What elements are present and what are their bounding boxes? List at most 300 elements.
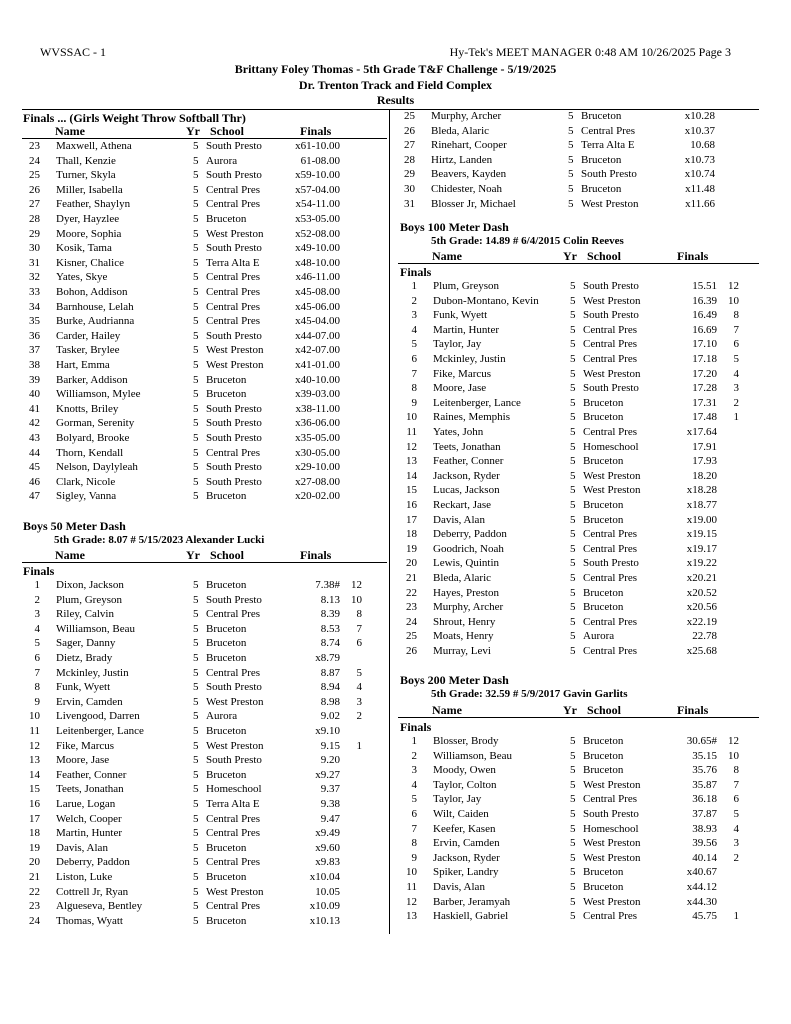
school: South Presto (581, 168, 637, 181)
athlete-name: Carder, Hailey (56, 329, 121, 342)
points: 5 (733, 353, 739, 365)
athlete-name: Plum, Greyson (433, 280, 499, 292)
athlete-name: Goodrich, Noah (433, 542, 504, 555)
mark: x40-10.00 (295, 373, 340, 386)
points: 2 (733, 851, 739, 864)
mark: x59-10.00 (295, 169, 340, 182)
place: 29 (29, 227, 40, 240)
points: 8 (733, 764, 739, 777)
place: 11 (406, 426, 417, 438)
mark: x45-06.00 (295, 300, 340, 313)
mark: x29-10.00 (295, 461, 340, 474)
place: 8 (34, 681, 40, 694)
grade: 5 (193, 812, 199, 825)
place: 1 (411, 735, 417, 747)
school: Central Pres (583, 542, 638, 555)
header-rule (22, 562, 387, 563)
result-row (395, 527, 755, 541)
grade: 5 (193, 315, 199, 328)
place: 8 (411, 382, 417, 395)
place: 27 (404, 139, 415, 152)
grade: 5 (570, 353, 576, 365)
result-row (395, 807, 755, 821)
header-rule (398, 263, 759, 264)
points: 7 (356, 622, 362, 635)
school: Bruceton (583, 764, 624, 777)
mark: x10.74 (684, 168, 715, 181)
school: Central Pres (206, 300, 261, 313)
mark: 17.10 (692, 338, 717, 351)
place: 11 (29, 725, 40, 737)
result-row (18, 154, 378, 168)
grade: 5 (193, 739, 199, 752)
points: 7 (733, 323, 739, 336)
result-row (18, 241, 378, 255)
result-row (395, 425, 755, 439)
athlete-name: Turner, Skyla (56, 169, 116, 182)
column-header-finals: Finals (300, 548, 332, 562)
result-row (395, 352, 755, 366)
place: 23 (29, 900, 40, 913)
grade: 5 (570, 808, 576, 820)
place: 19 (29, 841, 40, 854)
school: Central Pres (206, 198, 261, 211)
result-row (18, 797, 378, 811)
mark: 9.15 (320, 739, 340, 752)
result-row (18, 709, 378, 723)
grade: 5 (193, 388, 199, 401)
points: 3 (733, 382, 739, 395)
event-title: Boys 200 Meter Dash (400, 673, 509, 687)
column-header-school: School (587, 249, 622, 263)
place: 33 (29, 286, 40, 298)
grade: 5 (193, 783, 199, 796)
athlete-name: Larue, Logan (56, 798, 116, 810)
grade: 5 (568, 139, 574, 152)
grade: 5 (193, 286, 199, 298)
place: 2 (411, 294, 417, 307)
venue-title: Dr. Trenton Track and Field Complex (298, 78, 493, 92)
grade: 5 (570, 601, 576, 614)
grade: 5 (570, 455, 576, 468)
result-row (395, 629, 755, 643)
mark: 35.87 (692, 778, 717, 791)
athlete-name: Barker, Addison (56, 373, 128, 386)
grade: 5 (193, 154, 199, 167)
mark: 17.28 (692, 382, 717, 395)
column-header (400, 249, 760, 263)
grade: 5 (570, 513, 576, 526)
school: Aurora (583, 630, 615, 643)
column-header-yr: Yr (186, 548, 200, 562)
mark: 45.75 (692, 910, 717, 923)
grade: 5 (193, 681, 199, 694)
result-row (395, 279, 755, 293)
school: Bruceton (206, 914, 247, 927)
meet-record: 5th Grade: 14.89 # 6/4/2015 Colin Reeves (431, 235, 624, 247)
place: 3 (411, 764, 417, 777)
athlete-name: Welch, Cooper (56, 812, 122, 825)
grade: 5 (193, 475, 199, 488)
grade: 5 (570, 338, 576, 351)
athlete-name: Thomas, Wyatt (56, 914, 123, 927)
athlete-name: Moats, Henry (433, 630, 494, 643)
grade: 5 (568, 183, 574, 195)
athlete-name: Burke, Audrianna (56, 315, 135, 328)
school: Central Pres (583, 645, 638, 657)
mark: x36-06.00 (295, 417, 340, 430)
mark: x19.22 (686, 557, 717, 570)
mark: x45-04.00 (295, 315, 340, 328)
place: 1 (34, 579, 40, 591)
athlete-name: Blosser, Brody (433, 735, 499, 747)
school: South Presto (583, 808, 639, 820)
result-row (18, 768, 378, 782)
place: 45 (29, 461, 40, 474)
mark: 22.78 (692, 630, 717, 643)
school: West Preston (581, 197, 639, 210)
place: 14 (406, 469, 417, 482)
grade: 5 (193, 666, 199, 679)
grade: 5 (570, 323, 576, 336)
grade: 5 (193, 373, 199, 386)
result-row (395, 454, 755, 468)
athlete-name: Leitenberger, Lance (56, 725, 144, 737)
mark: x53-05.00 (295, 213, 340, 225)
grade: 5 (193, 798, 199, 810)
school: Bruceton (206, 490, 247, 503)
grade: 5 (193, 841, 199, 854)
grade: 5 (570, 630, 576, 643)
grade: 5 (570, 542, 576, 555)
mark: 16.39 (692, 294, 717, 307)
school: Aurora (206, 154, 238, 167)
school: West Preston (583, 851, 641, 864)
meet-record: 5th Grade: 32.59 # 5/9/2017 Gavin Garlits (431, 688, 628, 700)
result-row (18, 666, 378, 680)
result-row (18, 343, 378, 357)
school: Central Pres (583, 338, 638, 351)
school: Bruceton (206, 871, 247, 883)
place: 29 (404, 168, 415, 181)
athlete-name: Maxwell, Athena (56, 140, 132, 152)
finals-label: Finals (400, 720, 432, 734)
result-row (18, 475, 378, 489)
mark: 35.76 (692, 764, 717, 777)
result-row (18, 314, 378, 328)
grade: 5 (193, 213, 199, 225)
athlete-name: Lucas, Jackson (433, 484, 500, 497)
athlete-name: Bolyard, Brooke (56, 432, 130, 444)
result-row (18, 168, 378, 182)
athlete-name: Murphy, Archer (433, 601, 504, 614)
column-header (23, 124, 383, 138)
grade: 5 (570, 309, 576, 322)
athlete-name: Haskiell, Gabriel (433, 910, 509, 923)
athlete-name: Ervin, Camden (433, 837, 500, 850)
school: West Preston (583, 895, 641, 908)
result-row (395, 410, 755, 424)
points: 6 (733, 793, 739, 806)
grade: 5 (193, 140, 199, 152)
header-left: WVSSAC - 1 (40, 45, 107, 59)
athlete-name: Williamson, Beau (56, 622, 135, 635)
result-row (18, 270, 378, 284)
school: South Presto (206, 593, 262, 606)
place: 13 (406, 455, 417, 468)
result-row (18, 826, 378, 840)
result-row (18, 212, 378, 226)
grade: 5 (570, 749, 576, 762)
school: South Presto (206, 754, 262, 767)
place: 25 (404, 110, 415, 122)
result-row (395, 440, 755, 454)
column-header-finals: Finals (677, 249, 709, 263)
school: West Preston (583, 367, 641, 380)
athlete-name: Bleda, Alaric (431, 124, 490, 137)
grade: 5 (193, 827, 199, 840)
column-header-name: Name (432, 703, 462, 717)
athlete-name: Kisner, Chalice (56, 256, 124, 269)
school: Central Pres (206, 812, 261, 825)
school: Central Pres (206, 900, 261, 913)
mark: 36.18 (692, 793, 717, 806)
school: Bruceton (583, 601, 624, 614)
result-row (393, 167, 753, 181)
mark: 8.74 (320, 637, 340, 650)
school: Central Pres (583, 910, 638, 923)
school: West Preston (583, 294, 641, 307)
place: 9 (34, 695, 40, 708)
school: Central Pres (583, 323, 638, 336)
grade: 5 (193, 300, 199, 313)
mark: 8.53 (320, 622, 340, 635)
place: 7 (411, 367, 417, 380)
result-row (395, 600, 755, 614)
grade: 5 (193, 461, 199, 474)
athlete-name: Martin, Hunter (56, 827, 122, 840)
athlete-name: Moore, Jase (433, 382, 487, 395)
athlete-name: Knotts, Briley (56, 402, 119, 415)
grade: 5 (570, 469, 576, 482)
grade: 5 (570, 396, 576, 409)
result-row (395, 294, 755, 308)
athlete-name: Taylor, Jay (433, 338, 482, 351)
grade: 5 (570, 440, 576, 453)
mark: x9.49 (315, 827, 340, 840)
result-row (18, 695, 378, 709)
mark: x35-05.00 (295, 432, 340, 444)
points: 3 (356, 695, 362, 708)
school: Central Pres (583, 528, 638, 541)
athlete-name: Sigley, Vanna (56, 490, 117, 503)
mark: 9.02 (320, 710, 340, 723)
result-row (18, 197, 378, 211)
school: Central Pres (206, 856, 261, 869)
mark: 8.94 (320, 681, 340, 694)
result-row (18, 593, 378, 607)
athlete-name: Hirtz, Landen (431, 153, 493, 166)
place: 7 (411, 822, 417, 835)
result-row (395, 909, 755, 923)
points: 4 (733, 367, 739, 380)
place: 20 (406, 557, 417, 570)
place: 46 (29, 475, 40, 488)
grade: 5 (570, 735, 576, 747)
column-header-name: Name (55, 548, 85, 562)
grade: 5 (193, 856, 199, 869)
place: 41 (29, 402, 40, 415)
grade: 5 (568, 124, 574, 137)
result-row (18, 285, 378, 299)
place: 9 (411, 851, 417, 864)
place: 5 (411, 338, 417, 351)
athlete-name: Miller, Isabella (56, 183, 123, 196)
place: 6 (411, 353, 417, 365)
points: 12 (728, 280, 739, 292)
grade: 5 (570, 895, 576, 908)
event-title: Boys 50 Meter Dash (23, 519, 126, 533)
school: South Presto (206, 242, 262, 255)
school: Central Pres (206, 271, 261, 284)
mark: 15.51 (692, 280, 717, 292)
mark: 39.56 (692, 837, 717, 850)
school: Bruceton (206, 622, 247, 635)
mark: x10.13 (309, 914, 340, 927)
athlete-name: Chidester, Noah (431, 183, 503, 195)
result-row (18, 358, 378, 372)
grade: 5 (570, 586, 576, 599)
mark: 17.91 (692, 440, 717, 453)
place: 26 (29, 183, 40, 196)
points: 4 (733, 822, 739, 835)
column-header-yr: Yr (563, 703, 577, 717)
points: 5 (733, 808, 739, 820)
school: Central Pres (583, 615, 638, 628)
grade: 5 (193, 768, 199, 781)
place: 9 (411, 396, 417, 409)
school: South Presto (206, 140, 262, 152)
athlete-name: Thorn, Kendall (56, 446, 124, 459)
result-row (18, 680, 378, 694)
result-row (18, 739, 378, 753)
athlete-name: Wilt, Caiden (433, 808, 489, 820)
grade: 5 (568, 168, 574, 181)
place: 4 (411, 323, 417, 336)
school: South Presto (206, 417, 262, 430)
school: Terra Alta E (581, 139, 635, 152)
mark: x45-08.00 (295, 286, 340, 298)
result-row (395, 323, 755, 337)
points: 7 (733, 778, 739, 791)
result-row (395, 851, 755, 865)
school: Bruceton (583, 866, 624, 879)
athlete-name: Dyer, Hayzlee (56, 213, 120, 225)
mark: x42-07.00 (295, 344, 340, 357)
place: 5 (34, 637, 40, 650)
place: 7 (34, 666, 40, 679)
grade: 5 (193, 871, 199, 883)
grade: 5 (193, 652, 199, 664)
athlete-name: Williamson, Mylee (56, 388, 141, 401)
grade: 5 (193, 329, 199, 342)
grade: 5 (193, 446, 199, 459)
place: 14 (29, 768, 40, 781)
school: Homeschool (206, 783, 262, 796)
school: South Presto (206, 432, 262, 444)
place: 15 (406, 484, 417, 497)
result-row (18, 139, 378, 153)
athlete-name: Yates, John (433, 426, 484, 438)
points: 4 (356, 681, 362, 694)
grade: 5 (570, 382, 576, 395)
place: 40 (29, 388, 40, 401)
grade: 5 (568, 153, 574, 166)
athlete-name: Dixon, Jackson (56, 579, 124, 591)
place: 20 (29, 856, 40, 869)
place: 17 (406, 513, 417, 526)
school: Central Pres (206, 315, 261, 328)
result-row (18, 446, 378, 460)
school: West Preston (206, 885, 264, 898)
mark: x39-03.00 (295, 388, 340, 401)
school: Bruceton (583, 396, 624, 409)
header-rule (398, 717, 759, 718)
school: Bruceton (583, 455, 624, 468)
athlete-name: Moody, Owen (433, 764, 496, 777)
school: Bruceton (583, 499, 624, 511)
mark: x19.17 (686, 542, 717, 555)
result-row (18, 460, 378, 474)
athlete-name: Martin, Hunter (433, 323, 499, 336)
column-header-yr: Yr (186, 124, 200, 138)
result-row (393, 182, 753, 196)
points: 3 (733, 837, 739, 850)
school: Bruceton (583, 735, 624, 747)
school: Bruceton (206, 652, 247, 664)
meet-title: Brittany Foley Thomas - 5th Grade T&F Challenge - 5/19/2025 (234, 62, 557, 76)
grade: 5 (193, 271, 199, 284)
place: 24 (406, 615, 417, 628)
school: West Preston (206, 359, 264, 371)
school: West Preston (583, 469, 641, 482)
mark: x44-07.00 (295, 329, 340, 342)
place: 36 (29, 329, 40, 342)
result-row (18, 300, 378, 314)
result-row (395, 337, 755, 351)
result-row (395, 483, 755, 497)
place: 1 (411, 280, 417, 292)
athlete-name: Hayes, Preston (433, 586, 499, 599)
result-row (395, 308, 755, 322)
mark: x44.30 (686, 895, 717, 908)
mark: x40.67 (686, 866, 717, 879)
athlete-name: Bleda, Alaric (433, 572, 492, 584)
school: West Preston (583, 778, 641, 791)
grade: 5 (570, 822, 576, 835)
finals-label: Finals (400, 265, 432, 279)
athlete-name: Liston, Luke (56, 871, 113, 883)
result-row (18, 622, 378, 636)
result-row (18, 724, 378, 738)
grade: 5 (193, 169, 199, 182)
athlete-name: Leitenberger, Lance (433, 396, 521, 409)
place: 8 (411, 837, 417, 850)
result-row (18, 607, 378, 621)
column-header-finals: Finals (300, 124, 332, 138)
finals-label: Finals (23, 564, 55, 578)
grade: 5 (193, 725, 199, 737)
